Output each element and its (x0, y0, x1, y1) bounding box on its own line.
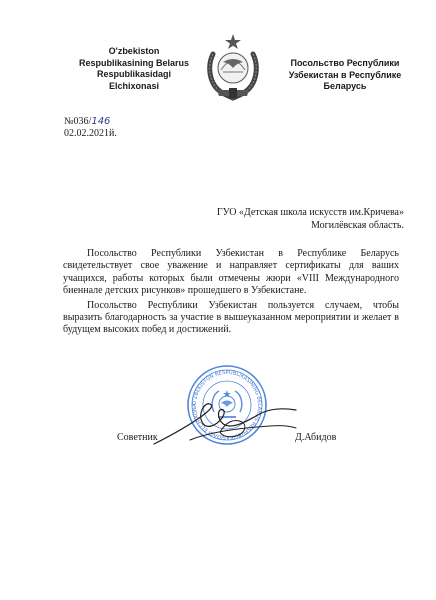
body-paragraph: Посольство Республики Узбекистан пользуется случаем, чтобы выразить благодарность за участие в вышеуказанном мероприятии и желает в будущем высоких побед и достижений. (63, 299, 399, 336)
addressee-block (164, 207, 404, 232)
reference-date: 02.02.2021й. (64, 128, 117, 139)
letterhead-uzbek-line: Respublikasining Belarus (78, 57, 190, 68)
addressee-region: Могилёвская область. (310, 219, 404, 231)
letterhead-russian-line: Посольство Республики (290, 58, 400, 68)
letter-body (63, 248, 399, 339)
body-paragraph: Посольство Республики Узбекистан в Республике Беларусь свидетельствует свое уважение и направляет сертификаты для ваших учащихся, работы которых были отмечены жюри «VIII Международного биеннале детских рисунков» прошедшего в Узбекистане. (63, 248, 399, 297)
reference-number: №036/ (64, 116, 92, 127)
signatory-name: Д.Абидов (295, 432, 337, 443)
handwritten-number: 146 (91, 116, 111, 127)
letterhead-russian-line: Узбекистан в Республике (288, 69, 402, 80)
letterhead-russian (282, 58, 408, 93)
addressee-name: ГУО «Детская школа искусств им.Кричева» (216, 207, 404, 218)
stamp-ring-text: O'ZBEKISTON RESPUBLIKASINING BELARUS RESPUBLIKASIDAGI ELCHIXONA (191, 369, 263, 441)
letterhead-uzbek-line: O'zbekiston (108, 46, 160, 56)
handwritten-signature (150, 396, 300, 452)
state-emblem-icon (201, 32, 265, 102)
letterhead-uzbek-line: Elchixonasi (108, 80, 160, 91)
letterhead-uzbek (70, 46, 198, 92)
letterhead-russian-line: Беларусь (323, 81, 367, 91)
signatory-title: Советник (117, 432, 158, 443)
letterhead-uzbek-line: Respublikasidagi (96, 69, 172, 79)
reference-block (64, 116, 117, 140)
